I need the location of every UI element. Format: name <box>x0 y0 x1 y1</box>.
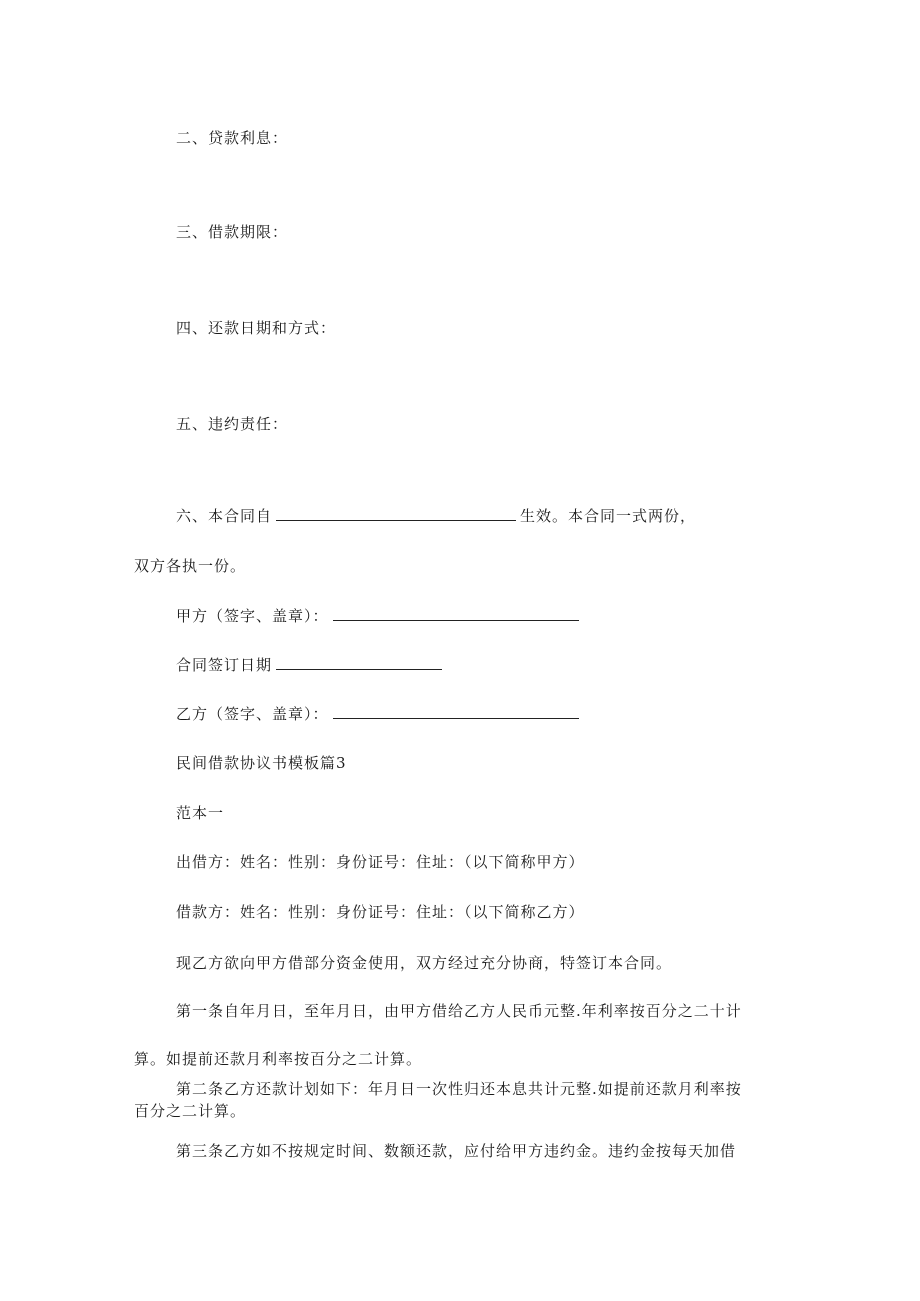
article2-line1: 第二条乙方还款计划如下：年月日一次性归还本息共计元整.如提前还款月利率按 <box>176 1080 742 1098</box>
article2-line2: 百分之二计算。 <box>134 1102 247 1120</box>
party-a-label: 甲方（签字、盖章）： <box>176 607 329 625</box>
party-a-signature-blank <box>333 606 579 621</box>
party-b-label: 乙方（签字、盖章）： <box>176 705 329 723</box>
section-liability: 五、违约责任： <box>176 415 289 433</box>
borrower-line: 借款方：姓名：性别：身份证号：住址：（以下简称乙方） <box>176 903 585 921</box>
effective-clause-continuation: 双方各执一份。 <box>134 557 247 575</box>
effective-clause-suffix: 生效。本合同一式两份， <box>520 507 697 525</box>
effective-date-blank <box>276 506 516 521</box>
sample-title: 范本一 <box>176 804 225 822</box>
party-b-signature-blank <box>333 704 579 719</box>
intro-line: 现乙方欲向甲方借部分资金使用，双方经过充分协商，特签订本合同。 <box>176 954 673 972</box>
effective-clause <box>176 506 696 526</box>
lender-line: 出借方：姓名：性别：身份证号：住址：（以下简称甲方） <box>176 853 585 871</box>
effective-clause-prefix: 六、本合同自 <box>176 507 273 525</box>
party-a-signature <box>176 606 583 626</box>
article3-line1: 第三条乙方如不按规定时间、数额还款，应付给甲方违约金。违约金按每天加借 <box>176 1142 737 1160</box>
party-b-signature <box>176 704 583 724</box>
section-term: 三、借款期限： <box>176 223 289 241</box>
article1-line1: 第一条自年月日，至年月日，由甲方借给乙方人民币元整.年利率按百分之二十计 <box>176 1002 742 1020</box>
article1-line2: 算。如提前还款月利率按百分之二计算。 <box>134 1050 423 1068</box>
section-interest: 二、贷款利息： <box>176 129 289 147</box>
template-heading: 民间借款协议书模板篇3 <box>176 754 347 772</box>
sign-date <box>176 655 446 675</box>
section-repayment: 四、还款日期和方式： <box>176 319 337 337</box>
sign-date-label: 合同签订日期 <box>176 656 273 674</box>
sign-date-blank <box>276 655 442 670</box>
